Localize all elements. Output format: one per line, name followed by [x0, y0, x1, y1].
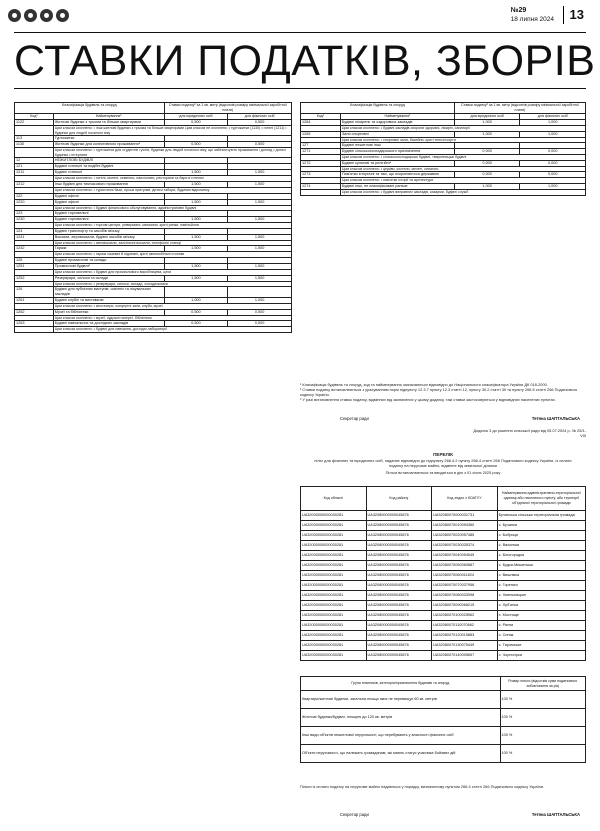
row-code: 1241 — [15, 234, 54, 240]
row-description: Цим класом охоплено: • музеї, художні галереї, бібліотеки — [53, 315, 291, 321]
issue-number: №29 — [510, 7, 527, 14]
benefit-row — [301, 727, 586, 745]
header-classification: Класифікація будівель та споруд — [301, 103, 455, 114]
col-settlement-name: Найменування адміністративно-територіальної одиниці або населеного пункту, або території об'єднаної територіальної громади — [497, 487, 585, 511]
row-code: 121 — [15, 164, 54, 170]
header-rates: Ставки податку² за 1 кв. метр (відсотків розміру мінімальної заробітної плати) — [454, 103, 585, 114]
row-code-spacer — [15, 327, 54, 333]
row-description: Цим класом охоплено: • будівлі для навчання, дослідні лабораторії — [53, 327, 291, 333]
settlement-cell: Бучанська сільська територіальна громада — [497, 511, 585, 521]
row-code: 123 — [15, 211, 54, 217]
settlement-row — [301, 571, 586, 581]
settlement-cell: UA32000000000030281 — [301, 531, 367, 541]
header-phys: для фізичних осіб — [228, 114, 292, 120]
settlement-row — [301, 611, 586, 621]
row-legal-rate: 1,500 — [164, 275, 228, 281]
settlement-cell: с. Гореничі — [497, 581, 585, 591]
settlement-cell: UA32080070050060887 — [432, 561, 498, 571]
row-code: 122 — [15, 193, 54, 199]
row-description: Цим класом охоплено: • автовокзали, залізничні вокзали, телефонні станції — [53, 240, 291, 246]
row-code: 1211 — [15, 170, 54, 176]
settlement-cell: UA32080000000045876 — [366, 601, 432, 611]
settlements-body — [301, 511, 586, 661]
row-legal-rate: 0,500 — [164, 309, 228, 315]
settlement-cell: UA32080070110070662 — [432, 621, 498, 631]
header-code: Код¹ — [301, 114, 341, 120]
header-classification: Класифікація будівель та споруд — [15, 103, 165, 114]
settlement-cell: UA32080070000031731 — [432, 511, 498, 521]
settlement-cell: с. Бобриця — [497, 531, 585, 541]
row-code: 1242 — [15, 246, 54, 252]
settlement-cell: UA32000000000030281 — [301, 631, 367, 641]
settlement-cell: UA32080000000045876 — [366, 541, 432, 551]
row-phys-rate: 0,500 — [228, 142, 292, 148]
viber-icon[interactable] — [40, 9, 53, 22]
right-table-body — [301, 120, 586, 196]
row-phys-rate: 1,000 — [228, 298, 292, 304]
row-name: Інші будівлі для тимчасового проживання — [53, 181, 164, 187]
settlements-table — [300, 486, 586, 661]
settlement-row — [301, 581, 586, 591]
settlement-cell: UA32080070120015883 — [432, 631, 498, 641]
row-code: 1252 — [15, 275, 54, 281]
row-legal-rate: 0,500 — [164, 142, 228, 148]
row-name: Гуртожитки — [53, 136, 164, 142]
row-code: 1130 — [15, 142, 54, 148]
settlement-cell: UA32000000000030281 — [301, 551, 367, 561]
settlement-cell: UA32080000000045876 — [366, 611, 432, 621]
page-number: 13 — [563, 6, 584, 24]
row-description: Цим класом охоплено: • сільськогосподарські будівлі, тваринницькі будівлі — [340, 155, 585, 161]
table-row — [15, 287, 292, 298]
telegram-icon[interactable] — [56, 9, 69, 22]
row-code: 1262 — [15, 309, 54, 315]
settlement-row — [301, 651, 586, 661]
row-name: Будівлі клубні та виставкові — [53, 298, 164, 304]
settlement-cell: UA32080070100025562 — [432, 611, 498, 621]
benefit-size: 100 % — [500, 709, 586, 727]
row-phys-rate: 1,500 — [228, 246, 292, 252]
row-code: 1271 — [301, 149, 341, 155]
footnote-1: ¹ Класифікація будівель та споруд, код та найменування зазначаються відповідно до Національного класифікатора України ДК 018-2000. — [300, 382, 548, 387]
row-phys-rate: 0,500 — [228, 120, 292, 126]
row-legal-rate: 0,500 — [164, 321, 228, 327]
row-name: Будівлі готельні — [53, 170, 164, 176]
settlement-cell: UA32080000000045876 — [366, 651, 432, 661]
settlement-cell: с. Синяк — [497, 631, 585, 641]
settlement-cell: с. Лубʼянка — [497, 601, 585, 611]
signer-name: Тетяна ШАПТАЛЬСЬКА — [531, 416, 580, 421]
benefits-body — [301, 691, 586, 763]
benefit-size: 100 % — [500, 691, 586, 709]
settlement-cell: UA32080000000045876 — [366, 621, 432, 631]
settlement-cell: UA32080000000045876 — [366, 571, 432, 581]
row-code: 125 — [15, 257, 54, 263]
settlement-row — [301, 511, 586, 521]
row-code: 1272 — [301, 160, 341, 166]
benefit-row — [301, 709, 586, 727]
settlement-row — [301, 531, 586, 541]
row-description: Цим класом охоплено: • готелі, мотелі, кемпінги, пансіонати, ресторани та бари в готелях — [53, 176, 291, 182]
row-name: НЕЖИТЛОВІ БУДІВЛІ — [53, 158, 164, 164]
row-phys-rate: 1,500 — [228, 170, 292, 176]
appendix-signer-label: Секретар ради — [340, 812, 369, 817]
right-tax-table — [300, 102, 586, 196]
left-table-body — [15, 120, 292, 333]
row-name: Зали спортивні — [340, 131, 454, 137]
row-phys-rate: 0,000 — [520, 172, 586, 178]
settlement-row — [301, 591, 586, 601]
row-code-spacer — [301, 189, 341, 195]
settlement-cell: UA32080000000045876 — [366, 641, 432, 651]
row-name: Будівлі для публічних виступів, освітніх та лікувальних закладів — [53, 287, 164, 298]
right-tax-table-container — [300, 102, 586, 196]
row-description: Цим класом охоплено: • туристичні бази, гірські притулки, дитячі табори, будинки відпочинку — [53, 187, 291, 193]
appendix-footnote: Пільги із сплати податку на нерухоме майно надаються у порядку, визначеному пунктом 266.4 статті 266 Податкового кодексу України. — [300, 784, 545, 789]
row-phys-rate: 1,500 — [228, 275, 292, 281]
benefit-row — [301, 691, 586, 709]
appendix-subheading: пільг для фізичних та юридичних осіб, наданих відповідно до підпункту 266.4.2 пункту 266.4 статті 266 Податкового кодексу України, із сплати податку на нерухоме майно, відмінне від земельної ділянки — [314, 458, 572, 468]
facebook-icon[interactable] — [8, 9, 21, 22]
settlement-cell: UA32000000000030281 — [301, 621, 367, 631]
settlement-cell: UA32000000000030281 — [301, 611, 367, 621]
page-title: СТАВКИ ПОДАТКІВ, ЗБОРІВ — [14, 37, 596, 85]
issue-info — [511, 6, 554, 24]
benefit-row — [301, 745, 586, 763]
row-legal-rate — [164, 287, 228, 298]
settlement-cell: UA32080070020057485 — [432, 531, 498, 541]
row-name: Будівлі офісні — [53, 199, 164, 205]
settlement-row — [301, 541, 586, 551]
settlement-cell: UA32080000000045876 — [366, 561, 432, 571]
header-legal: для юридичних осіб — [454, 114, 520, 120]
settlement-row — [301, 521, 586, 531]
benefits-table — [300, 676, 586, 763]
row-code: 1230 — [15, 217, 54, 223]
row-code: 1274 — [301, 183, 341, 189]
settlement-cell: UA32000000000030281 — [301, 541, 367, 551]
row-phys-rate: 1,500 — [228, 234, 292, 240]
header-legal: для юридичних осіб — [164, 114, 228, 120]
settlement-cell: UA32080000000045876 — [366, 581, 432, 591]
header-rates: Ставки податку² за 1 кв. метр (відсотків розміру мінімальної заробітної плати) — [164, 103, 291, 114]
benefit-size: 100 % — [500, 727, 586, 745]
row-name: Будівлі готельні та подібні будівлі — [53, 164, 164, 170]
footnotes — [300, 382, 586, 402]
instagram-icon[interactable] — [24, 9, 37, 22]
row-name: Будівлі сільськогосподарського призначення — [340, 149, 454, 155]
settlement-cell: UA32000000000030281 — [301, 651, 367, 661]
row-name: Житлові будинки з трьома та більше квартирами — [53, 120, 164, 126]
appendix-heading: ПЕРЕЛІК — [433, 452, 453, 457]
settlement-cell: UA32080070080033098 — [432, 591, 498, 601]
row-legal-rate: 1,000 — [454, 131, 520, 137]
settlement-cell: с. Хмельницьке — [497, 591, 585, 601]
settlement-cell: UA32000000000030281 — [301, 571, 367, 581]
row-code: 1122 — [15, 120, 54, 126]
header-name: Найменування¹ — [53, 114, 164, 120]
appendix-subheading-2: Пільги встановлюються та вводяться в дію з 01 січня 2025 року — [385, 470, 501, 475]
row-name: Вокзали, аеровокзали, будівлі засобів зв'язку — [53, 234, 164, 240]
settlement-cell: с. Білогородка — [497, 551, 585, 561]
row-legal-rate: 1,000 — [454, 120, 520, 126]
row-name: Гаражі — [53, 246, 164, 252]
row-code: 12 — [15, 158, 54, 164]
row-code: 124 — [15, 228, 54, 234]
row-code: 1273 — [301, 172, 341, 178]
row-name: Промислові будівлі⁴ — [53, 263, 164, 269]
row-name: Будівлі торговельні — [53, 211, 164, 217]
appendix-caption: Додаток 3 до рішення сільської ради від 05.07.2024 р. № 25/1-VIII — [473, 428, 586, 438]
row-legal-rate: 1,500 — [164, 246, 228, 252]
row-phys-rate: 1,000 — [520, 120, 586, 126]
settlement-cell: с. Вишнівка — [497, 571, 585, 581]
row-phys-rate: 1,000 — [520, 183, 586, 189]
settlement-cell: UA32000000000030281 — [301, 581, 367, 591]
divider — [14, 32, 586, 33]
settlement-cell: UA32080070060011824 — [432, 571, 498, 581]
signer-label: Секретар ради — [340, 416, 369, 421]
header-phys: для фізичних осіб — [520, 114, 586, 120]
row-code-spacer — [15, 126, 54, 136]
settlement-cell: UA32080070010094360 — [432, 521, 498, 531]
row-name: Резервуари, силоси та склади — [53, 275, 164, 281]
benefit-group: Об'єкти нерухомості, що належать громадянам, які мають статус учасника бойових дій — [301, 745, 501, 763]
row-phys-rate: 0,500 — [228, 309, 292, 315]
row-name: Будівлі промислові та склади — [53, 257, 164, 263]
row-phys-rate: 1,500 — [228, 199, 292, 205]
row-description: Цим класом охоплено: • будівлі закладів охорони здоров'я, лікарні, санаторії — [340, 126, 585, 132]
page-header — [8, 6, 592, 28]
row-description: Цим класом охоплено: • гуртожитки для студентів і учнів, будинки для людей похилого віку, що забезпечують проживання і догляд • дитячі будинки • інтернати — [53, 148, 291, 158]
row-description: Цим класом охоплено: • кінотеатри, концертні зали, клуби, музеї — [53, 304, 291, 310]
settlement-cell: UA32080070070037956 — [432, 581, 498, 591]
settlement-cell: UA32000000000030281 — [301, 511, 367, 521]
footnote-3: ³ У разі встановлення ставок податку, відмінних від зазначених у цьому додатку, такі ставки застосовуються у відповідних населених пунктах. — [300, 397, 556, 402]
settlement-cell: UA32080070090068215 — [432, 601, 498, 611]
row-legal-rate: 1,500 — [164, 170, 228, 176]
row-code: 113 — [15, 136, 54, 142]
footnote-2: ² Ставки податку встановлюються з урахуванням норм підпункту 12.3.7 пункту 12.3 статті 12, пункту 30.2 статті 30 та пункту 266.5 статті 266 Податкового кодексу України. — [300, 387, 578, 397]
row-code: 1261 — [15, 298, 54, 304]
row-phys-rate: 0,500 — [228, 321, 292, 327]
settlement-cell: с. Таромське — [497, 641, 585, 651]
row-description: Цим класом охоплено: • гаражі наземні й підземні, криті автомобільні стоянки — [53, 252, 291, 258]
row-code: 127 — [301, 143, 341, 149]
table-row-description — [301, 189, 586, 195]
settlement-cell: UA32080000000045876 — [366, 631, 432, 641]
row-name: Пам'ятки історичні та такі, що охороняються державою — [340, 172, 454, 178]
row-description: Цим класом охоплено: • пам'ятки історії та архітектури — [340, 178, 585, 184]
settlement-cell: UA32000000000030281 — [301, 561, 367, 571]
row-legal-rate: 1,500 — [164, 234, 228, 240]
row-code-spacer — [15, 148, 54, 158]
left-tax-table-container — [14, 102, 292, 333]
social-icons — [8, 9, 69, 22]
header-code: Код¹ — [15, 114, 54, 120]
row-description: Цим класом охоплено: • інші житлові будинки з трьома та більше квартирами Цим класом не охоплено: • гуртожитки (1130) • готелі (1211) • будинки для людей похилого віку — [53, 126, 291, 136]
settlement-cell: с. Рахни — [497, 621, 585, 631]
col-district-code: Код району — [366, 487, 432, 511]
table-row-description — [15, 126, 292, 136]
row-legal-rate: 1,500 — [164, 263, 228, 269]
row-code: 1251 — [15, 263, 54, 269]
row-legal-rate: 0,000 — [454, 149, 520, 155]
appendix-signer-name: Тетяна ШАПТАЛЬСЬКА — [531, 812, 580, 817]
settlement-cell: UA32000000000030281 — [301, 601, 367, 611]
row-legal-rate: 0,000 — [454, 160, 520, 166]
row-name: Будівлі навчальних та дослідних закладів — [53, 321, 164, 327]
settlement-row — [301, 621, 586, 631]
row-phys-rate: 1,500 — [228, 217, 292, 223]
row-code: 1263 — [15, 321, 54, 327]
settlement-cell: UA32080070030035374 — [432, 541, 498, 551]
row-code: 1265 — [301, 131, 341, 137]
row-name: Будівлі лікарень та оздоровчих закладів — [340, 120, 454, 126]
divider — [14, 88, 586, 89]
settlement-cell: UA32080000000045876 — [366, 521, 432, 531]
signature-block — [340, 416, 580, 421]
row-legal-rate: 1,000 — [164, 298, 228, 304]
row-description: Цим класом охоплено: • спортивні зали, басейни, криті тенісні корти — [340, 137, 585, 143]
row-phys-rate: 1,500 — [228, 181, 292, 187]
row-name: Житлові будинки для колективного проживання⁴ — [53, 142, 164, 148]
settlement-row — [301, 561, 586, 571]
benefit-group: Житлові будинки/будівлі, площею до 120 кв. метрів — [301, 709, 501, 727]
row-description: Цим класом охоплено: • резервуари, силоси, склади, холодильники — [53, 281, 291, 287]
row-description: Цим класом охоплено: • церкви, костели, мечеті, синагоги — [340, 166, 585, 172]
col-benefit-size: Розмір пільги (відсотків суми податкового зобов'язання за рік) — [500, 677, 586, 691]
row-name: Будівлі офісні — [53, 193, 164, 199]
settlement-row — [301, 641, 586, 651]
row-name: Будівлі нежитлові інші — [340, 143, 454, 149]
row-description: Цим класом охоплено: • будівлі виправних закладів, казарми, будівлі служб — [340, 189, 585, 195]
settlement-cell: с. Васильки — [497, 541, 585, 551]
row-code: 1264 — [301, 120, 341, 126]
row-description: Цим класом охоплено: • будівлі для промислового виробництва, цехи — [53, 269, 291, 275]
row-name: Будівлі торговельні — [53, 217, 164, 223]
table-row-description — [15, 148, 292, 158]
issue-date: 18 липня 2024 — [510, 16, 554, 23]
row-phys-rate: 0,000 — [520, 160, 586, 166]
row-name: Будівлі транспорту та засобів зв'язку — [53, 228, 164, 234]
settlement-cell: UA32080000000045876 — [366, 551, 432, 561]
col-payer-group: Група платників, категорія/призначення будинків та споруд — [301, 677, 501, 691]
row-legal-rate: 1,500 — [164, 181, 228, 187]
row-phys-rate: 1,000 — [520, 131, 586, 137]
settlement-cell: UA32080000000045876 — [366, 591, 432, 601]
row-name: Будівлі інші, не класифіковані раніше — [340, 183, 454, 189]
header-name: Найменування¹ — [340, 114, 454, 120]
settlement-cell: UA32080000000045876 — [366, 531, 432, 541]
row-name: Музеї та бібліотеки — [53, 309, 164, 315]
settlement-cell: с. Чорногірка — [497, 651, 585, 661]
table-row-description — [15, 327, 292, 333]
settlement-cell: UA32000000000030281 — [301, 521, 367, 531]
row-legal-rate: 1,500 — [164, 217, 228, 223]
settlement-cell: с. Будки-Мишенські — [497, 561, 585, 571]
col-oblast-code: Код області — [301, 487, 367, 511]
settlement-cell: с. Мостище — [497, 611, 585, 621]
row-legal-rate: 0,500 — [164, 120, 228, 126]
row-name: Будівлі культові та релігійні⁴ — [340, 160, 454, 166]
row-legal-rate: 1,000 — [454, 183, 520, 189]
settlement-row — [301, 601, 586, 611]
row-code: 126 — [15, 287, 54, 298]
settlement-cell: UA32000000000030281 — [301, 591, 367, 601]
settlement-cell: с. Бучанка — [497, 521, 585, 531]
row-code: 1220 — [15, 199, 54, 205]
benefit-group: Інші види об'єктів нежитлової нерухомості, що перебувають у власності фізичних осіб — [301, 727, 501, 745]
settlement-cell: UA32000000000030281 — [301, 641, 367, 651]
settlement-cell: UA32080070140005657 — [432, 651, 498, 661]
row-description: Цим класом охоплено: • торгові центри, універмаги, магазини, криті ринки, павільйони — [53, 223, 291, 229]
settlement-cell: UA32080000000045876 — [366, 511, 432, 521]
settlement-cell: UA32080070130075449 — [432, 641, 498, 651]
left-tax-table — [14, 102, 292, 333]
col-koatuu-code: Код згідно з КОАТУУ — [432, 487, 498, 511]
settlement-row — [301, 631, 586, 641]
row-phys-rate: 0,000 — [520, 149, 586, 155]
row-phys-rate: 1,500 — [228, 263, 292, 269]
row-description: Цим класом охоплено: • будівлі фінансового обслуговування, адміністративні будівлі — [53, 205, 291, 211]
row-code: 1212 — [15, 181, 54, 187]
settlement-cell: UA32080070040054545 — [432, 551, 498, 561]
settlement-row — [301, 551, 586, 561]
benefit-size: 100 % — [500, 745, 586, 763]
appendix-signature — [340, 812, 580, 817]
row-phys-rate — [228, 287, 292, 298]
row-legal-rate: 1,500 — [164, 199, 228, 205]
row-legal-rate: 0,000 — [454, 172, 520, 178]
benefit-group: Квартири/житлові будинки, загальна площа яких не перевищує 60 кв. метрів — [301, 691, 501, 709]
